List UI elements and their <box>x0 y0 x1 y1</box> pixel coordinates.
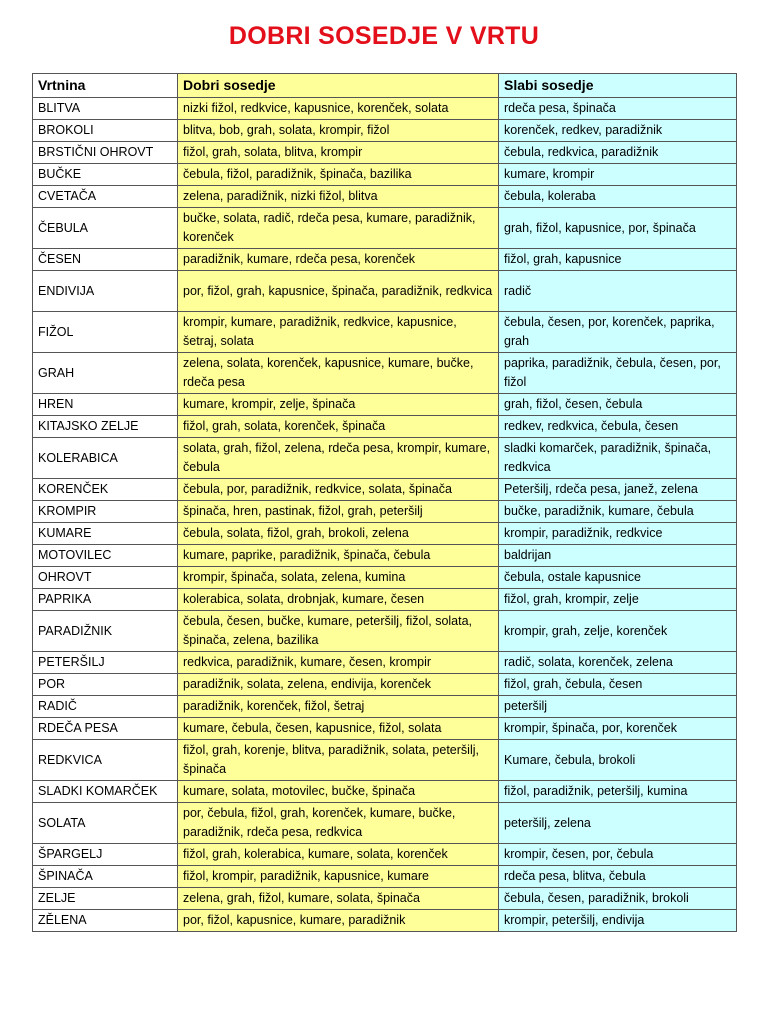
good-neighbors-cell: fižol, grah, solata, korenček, špinača <box>178 416 499 438</box>
vegetable-cell: KOLERABICA <box>33 438 178 479</box>
good-neighbors-cell: kumare, krompir, zelje, špinača <box>178 394 499 416</box>
vegetable-cell: CVETAČA <box>33 186 178 208</box>
good-neighbors-cell: čebula, por, paradižnik, redkvice, solata, špinača <box>178 479 499 501</box>
table-row <box>33 567 737 589</box>
table-row <box>33 866 737 888</box>
table-row <box>33 844 737 866</box>
bad-neighbors-cell: čebula, redkvica, paradižnik <box>499 142 737 164</box>
table-header-row <box>33 74 737 98</box>
vegetable-cell: BUČKE <box>33 164 178 186</box>
vegetable-cell: KUMARE <box>33 523 178 545</box>
bad-neighbors-cell: rdeča pesa, špinača <box>499 98 737 120</box>
table-row <box>33 249 737 271</box>
bad-neighbors-cell: čebula, ostale kapusnice <box>499 567 737 589</box>
bad-neighbors-cell: bučke, paradižnik, kumare, čebula <box>499 501 737 523</box>
bad-neighbors-cell: fižol, grah, krompir, zelje <box>499 589 737 611</box>
good-neighbors-cell: fižol, grah, korenje, blitva, paradižnik, solata, peteršilj, špinača <box>178 740 499 781</box>
good-neighbors-cell: kumare, paprike, paradižnik, špinača, čebula <box>178 545 499 567</box>
vegetable-cell: PAPRIKA <box>33 589 178 611</box>
bad-neighbors-cell: fižol, grah, čebula, česen <box>499 674 737 696</box>
vegetable-cell: ZĚLENA <box>33 910 178 932</box>
vegetable-cell: SLADKI KOMARČEK <box>33 781 178 803</box>
table-row <box>33 888 737 910</box>
good-neighbors-cell: čebula, česen, bučke, kumare, peteršilj, fižol, solata, špinača, zelena, bazilika <box>178 611 499 652</box>
vegetable-cell: BLITVA <box>33 98 178 120</box>
vegetable-cell: KROMPIR <box>33 501 178 523</box>
good-neighbors-cell: blitva, bob, grah, solata, krompir, fižol <box>178 120 499 142</box>
bad-neighbors-cell: krompir, špinača, por, korenček <box>499 718 737 740</box>
companion-table <box>32 73 737 932</box>
bad-neighbors-cell: sladki komarček, paradižnik, špinača, redkvica <box>499 438 737 479</box>
vegetable-cell: BROKOLI <box>33 120 178 142</box>
bad-neighbors-cell: fižol, grah, kapusnice <box>499 249 737 271</box>
vegetable-cell: ZELJE <box>33 888 178 910</box>
good-neighbors-cell: nizki fižol, redkvice, kapusnice, korenček, solata <box>178 98 499 120</box>
good-neighbors-cell: čebula, solata, fižol, grah, brokoli, zelena <box>178 523 499 545</box>
good-neighbors-cell: kumare, čebula, česen, kapusnice, fižol, solata <box>178 718 499 740</box>
good-neighbors-cell: fižol, grah, kolerabica, kumare, solata, korenček <box>178 844 499 866</box>
vegetable-cell: SOLATA <box>33 803 178 844</box>
good-neighbors-cell: kumare, solata, motovilec, bučke, špinača <box>178 781 499 803</box>
bad-neighbors-cell: čebula, česen, paradižnik, brokoli <box>499 888 737 910</box>
table-body <box>33 98 737 932</box>
table-row <box>33 910 737 932</box>
vegetable-cell: FIŽOL <box>33 312 178 353</box>
table-row <box>33 98 737 120</box>
vegetable-cell: GRAH <box>33 353 178 394</box>
good-neighbors-cell: krompir, špinača, solata, zelena, kumina <box>178 567 499 589</box>
table-row <box>33 674 737 696</box>
good-neighbors-cell: paradižnik, korenček, fižol, šetraj <box>178 696 499 718</box>
bad-neighbors-cell: rdeča pesa, blitva, čebula <box>499 866 737 888</box>
header-good-neighbors: Dobri sosedje <box>178 74 499 98</box>
good-neighbors-cell: por, fižol, grah, kapusnice, špinača, paradižnik, redkvica <box>178 271 499 312</box>
good-neighbors-cell: paradižnik, solata, zelena, endivija, korenček <box>178 674 499 696</box>
table-row <box>33 803 737 844</box>
bad-neighbors-cell: grah, fižol, česen, čebula <box>499 394 737 416</box>
vegetable-cell: MOTOVILEC <box>33 545 178 567</box>
vegetable-cell: RADIČ <box>33 696 178 718</box>
table-row <box>33 186 737 208</box>
vegetable-cell: ŠPINAČA <box>33 866 178 888</box>
table-row <box>33 120 737 142</box>
good-neighbors-cell: solata, grah, fižol, zelena, rdeča pesa, krompir, kumare, čebula <box>178 438 499 479</box>
bad-neighbors-cell: krompir, paradižnik, redkvice <box>499 523 737 545</box>
good-neighbors-cell: zelena, grah, fižol, kumare, solata, špinača <box>178 888 499 910</box>
vegetable-cell: RDEČA PESA <box>33 718 178 740</box>
bad-neighbors-cell: korenček, redkev, paradižnik <box>499 120 737 142</box>
vegetable-cell: PETERŠILJ <box>33 652 178 674</box>
bad-neighbors-cell: Peteršilj, rdeča pesa, janež, zelena <box>499 479 737 501</box>
header-bad-neighbors: Slabi sosedje <box>499 74 737 98</box>
bad-neighbors-cell: krompir, peteršilj, endivija <box>499 910 737 932</box>
table-row <box>33 479 737 501</box>
bad-neighbors-cell: Kumare, čebula, brokoli <box>499 740 737 781</box>
table-row <box>33 164 737 186</box>
bad-neighbors-cell: paprika, paradižnik, čebula, česen, por, fižol <box>499 353 737 394</box>
good-neighbors-cell: zelena, paradižnik, nizki fižol, blitva <box>178 186 499 208</box>
table-row <box>33 589 737 611</box>
bad-neighbors-cell: fižol, paradižnik, peteršilj, kumina <box>499 781 737 803</box>
good-neighbors-cell: čebula, fižol, paradižnik, špinača, bazilika <box>178 164 499 186</box>
table-row <box>33 353 737 394</box>
bad-neighbors-cell: radič, solata, korenček, zelena <box>499 652 737 674</box>
vegetable-cell: ČEBULA <box>33 208 178 249</box>
table-row <box>33 523 737 545</box>
good-neighbors-cell: krompir, kumare, paradižnik, redkvice, kapusnice, šetraj, solata <box>178 312 499 353</box>
good-neighbors-cell: bučke, solata, radič, rdeča pesa, kumare, paradižnik, korenček <box>178 208 499 249</box>
table-row <box>33 696 737 718</box>
bad-neighbors-cell: peteršilj, zelena <box>499 803 737 844</box>
table-row <box>33 501 737 523</box>
table-row <box>33 740 737 781</box>
bad-neighbors-cell: grah, fižol, kapusnice, por, špinača <box>499 208 737 249</box>
table-row <box>33 545 737 567</box>
table-row <box>33 142 737 164</box>
table-row <box>33 781 737 803</box>
vegetable-cell: KITAJSKO ZELJE <box>33 416 178 438</box>
good-neighbors-cell: redkvica, paradižnik, kumare, česen, krompir <box>178 652 499 674</box>
vegetable-cell: ENDIVIJA <box>33 271 178 312</box>
bad-neighbors-cell: čebula, česen, por, korenček, paprika, grah <box>499 312 737 353</box>
bad-neighbors-cell: baldrijan <box>499 545 737 567</box>
table-row <box>33 208 737 249</box>
good-neighbors-cell: paradižnik, kumare, rdeča pesa, korenček <box>178 249 499 271</box>
header-vegetable: Vrtnina <box>33 74 178 98</box>
bad-neighbors-cell: redkev, redkvica, čebula, česen <box>499 416 737 438</box>
good-neighbors-cell: fižol, krompir, paradižnik, kapusnice, kumare <box>178 866 499 888</box>
vegetable-cell: ČESEN <box>33 249 178 271</box>
vegetable-cell: ŠPARGELJ <box>33 844 178 866</box>
table-row <box>33 718 737 740</box>
good-neighbors-cell: fižol, grah, solata, blitva, krompir <box>178 142 499 164</box>
vegetable-cell: PARADIŽNIK <box>33 611 178 652</box>
good-neighbors-cell: kolerabica, solata, drobnjak, kumare, česen <box>178 589 499 611</box>
bad-neighbors-cell: čebula, koleraba <box>499 186 737 208</box>
vegetable-cell: HREN <box>33 394 178 416</box>
table-row <box>33 394 737 416</box>
table-row <box>33 438 737 479</box>
vegetable-cell: KORENČEK <box>33 479 178 501</box>
vegetable-cell: OHROVT <box>33 567 178 589</box>
table-row <box>33 271 737 312</box>
page-title: DOBRI SOSEDJE V VRTU <box>228 22 540 50</box>
vegetable-cell: BRSTIČNI OHROVT <box>33 142 178 164</box>
bad-neighbors-cell: peteršilj <box>499 696 737 718</box>
bad-neighbors-cell: radič <box>499 271 737 312</box>
table-row <box>33 652 737 674</box>
good-neighbors-cell: por, fižol, kapusnice, kumare, paradižnik <box>178 910 499 932</box>
bad-neighbors-cell: krompir, grah, zelje, korenček <box>499 611 737 652</box>
table-row <box>33 312 737 353</box>
vegetable-cell: REDKVICA <box>33 740 178 781</box>
vegetable-cell: POR <box>33 674 178 696</box>
table-row <box>33 611 737 652</box>
table-row <box>33 416 737 438</box>
good-neighbors-cell: špinača, hren, pastinak, fižol, grah, peteršilj <box>178 501 499 523</box>
bad-neighbors-cell: krompir, česen, por, čebula <box>499 844 737 866</box>
bad-neighbors-cell: kumare, krompir <box>499 164 737 186</box>
good-neighbors-cell: por, čebula, fižol, grah, korenček, kumare, bučke, paradižnik, rdeča pesa, redkvica <box>178 803 499 844</box>
good-neighbors-cell: zelena, solata, korenček, kapusnice, kumare, bučke, rdeča pesa <box>178 353 499 394</box>
